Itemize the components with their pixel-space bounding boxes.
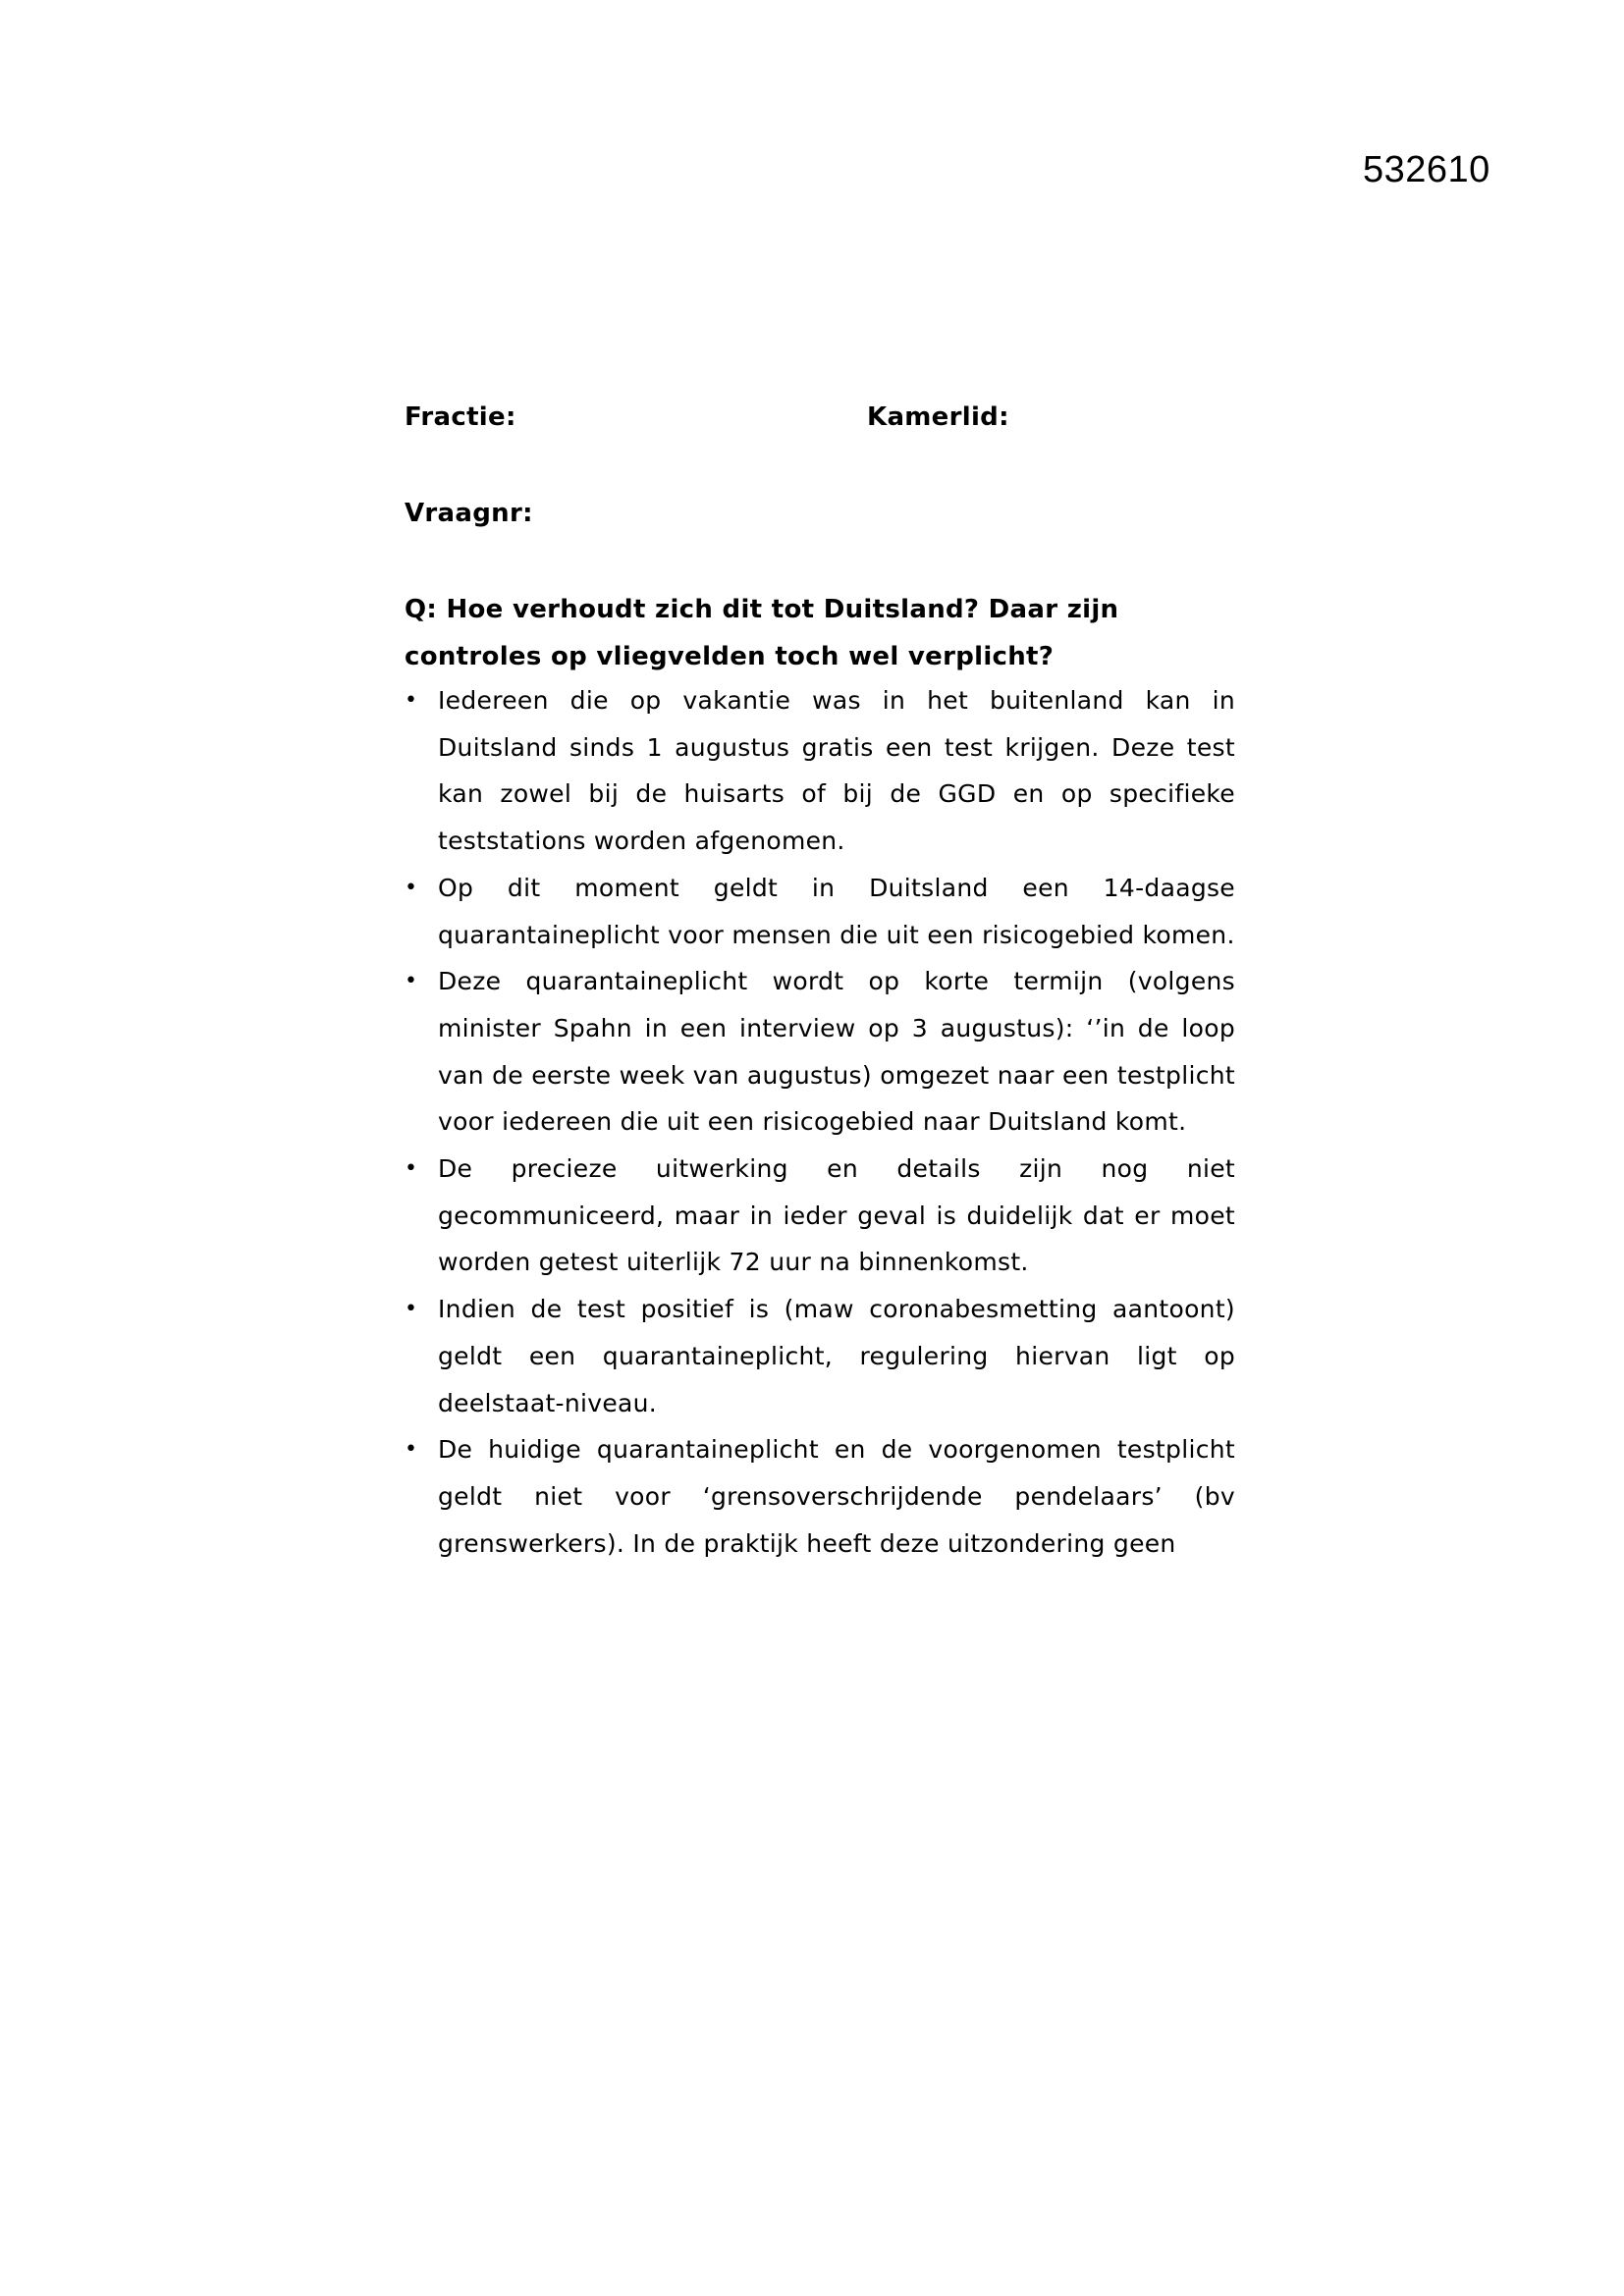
answer-list	[405, 677, 1235, 1567]
answer-item	[405, 1146, 1235, 1286]
answer-text: Deze quarantaineplicht wordt op korte termijn (volgens minister Spahn in een interview op 3 augustus): ‘’in de loop van de eerste week van augustus) omgezet naar een testplicht voor iedereen die uit een risicogebied naar Duitsland komt.	[438, 967, 1235, 1137]
kamerlid-label: Kamerlid:	[867, 402, 1009, 432]
bullet-icon: •	[405, 688, 418, 713]
answer-text: Indien de test positief is (maw coronabesmetting aantoont) geldt een quarantaineplicht, regulering hiervan ligt op deelstaat-niveau.	[438, 1295, 1235, 1417]
answer-item	[405, 1426, 1235, 1567]
bullet-icon: •	[405, 1297, 418, 1322]
answer-text: De precieze uitwerking en details zijn nog niet gecommuniceerd, maar in ieder geval is duidelijk dat er moet worden getest uiterlijk 72 uur na binnenkomst.	[438, 1154, 1235, 1277]
answer-text: De huidige quarantaineplicht en de voorgenomen testplicht geldt niet voor ‘grensoverschrijdende pendelaars’ (bv grenswerkers). In de praktijk heeft deze uitzondering geen	[438, 1435, 1235, 1558]
answer-text: Op dit moment geldt in Duitsland een 14-daagse quarantaineplicht voor mensen die uit een risicogebied komen.	[438, 873, 1235, 949]
vraagnr-label: Vraagnr:	[405, 499, 533, 528]
answer-item	[405, 1286, 1235, 1426]
fractie-label: Fractie:	[405, 402, 516, 432]
answer-item	[405, 958, 1235, 1146]
document-number: 532610	[1363, 149, 1490, 190]
bullet-icon: •	[405, 1437, 418, 1463]
bullet-icon: •	[405, 1156, 418, 1182]
bullet-icon: •	[405, 875, 418, 900]
answer-text: Iedereen die op vakantie was in het buitenland kan in Duitsland sinds 1 augustus gratis een test krijgen. Deze test kan zowel bij de huisarts of bij de GGD en op specifieke teststations worden afgenomen.	[438, 686, 1235, 856]
answer-item	[405, 677, 1235, 865]
question-heading: Q: Hoe verhoudt zich dit tot Duitsland? Daar zijn controles op vliegvelden toch wel verplicht?	[405, 595, 1119, 671]
answer-item	[405, 865, 1235, 958]
bullet-icon: •	[405, 969, 418, 994]
